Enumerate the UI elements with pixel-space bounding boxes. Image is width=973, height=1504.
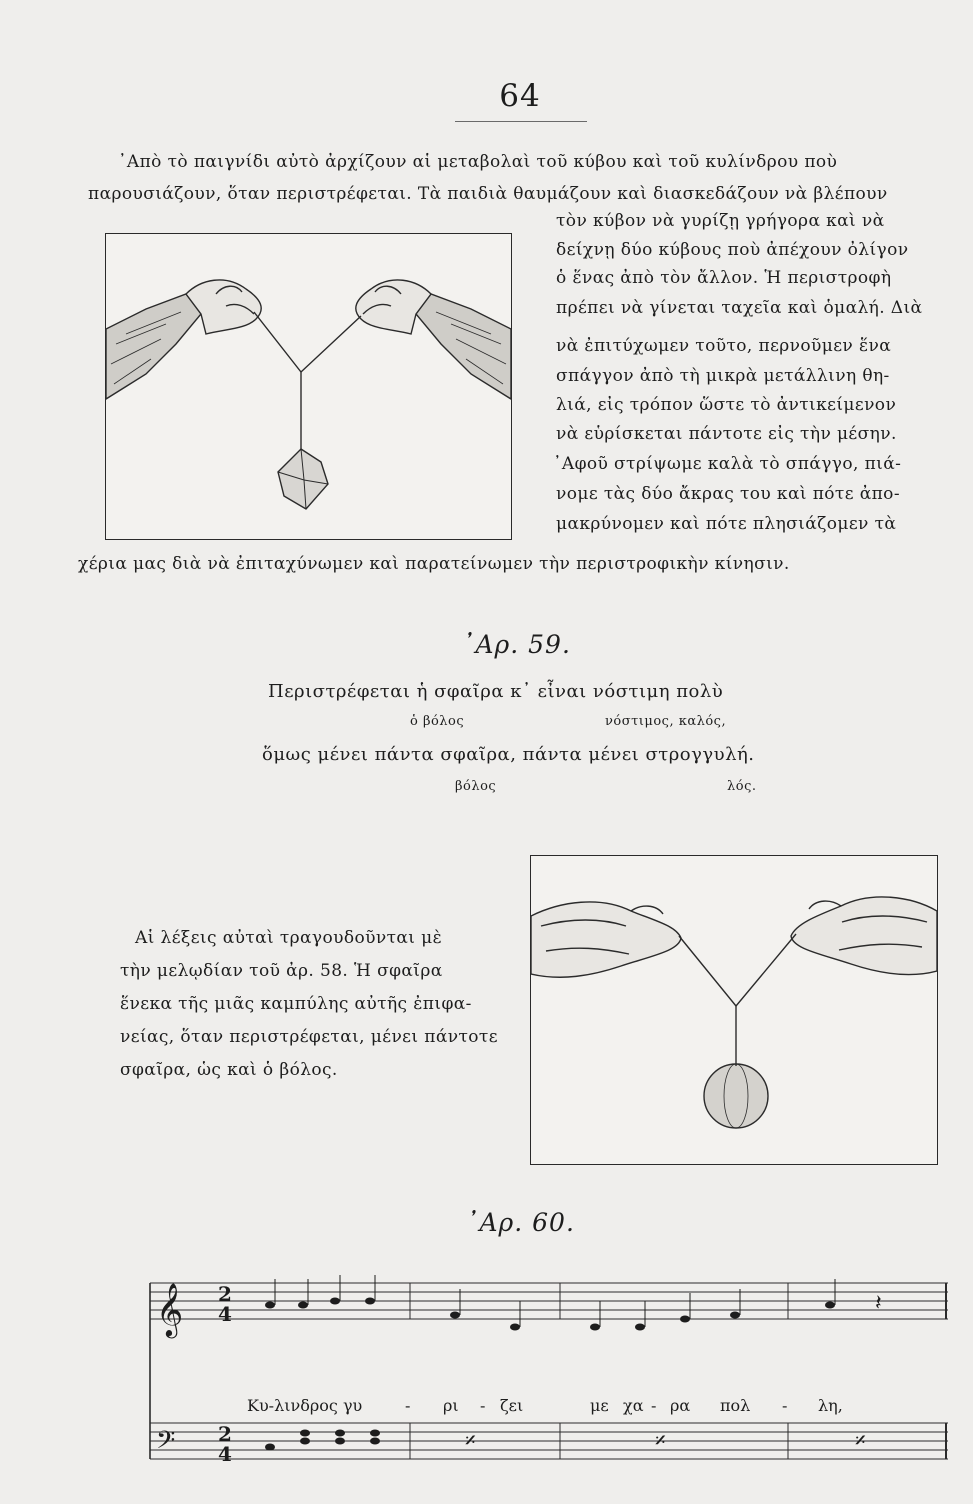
intro-line-4: δείχνῃ δύο κύβους ποὺ ἀπέχουν ὀλίγον [556, 240, 909, 260]
lyric-2: - [405, 1396, 411, 1415]
quarter-rest-icon: 𝄽 [875, 1291, 882, 1316]
music-notation [120, 1255, 953, 1500]
measure-repeat-icon-1: 𝄎 [465, 1429, 476, 1454]
measure-repeat-icon-3: 𝄎 [855, 1429, 866, 1454]
song-59-gloss-1b: νόστιμος, καλός, [605, 714, 727, 729]
song-59-verse-1: Περιστρέφεται ἡ σφαῖρα κ᾿ εἶναι νόστιμη πολὺ [268, 681, 724, 702]
lyric-9: ρα [670, 1396, 691, 1415]
lyric-10: πολ [720, 1396, 751, 1415]
intro-line-10: νὰ εὑρίσκεται πάντοτε εἰς τὴν μέσην. [556, 424, 897, 444]
sphere-spinning-figure [530, 855, 938, 1165]
page-number-rule [455, 121, 587, 122]
intro-line-6: πρέπει νὰ γίνεται ταχεῖα καὶ ὁμαλή. Διὰ [556, 298, 923, 318]
note-line-4: νείας, ὅταν περιστρέφεται, μένει πάντοτε [120, 1027, 498, 1047]
intro-line-9: λιά, εἰς τρόπον ὥστε τὸ ἀντικείμενον [556, 395, 897, 415]
lyric-1: Κυ-λινδρος γυ [247, 1396, 363, 1415]
lyric-12: λη, [818, 1396, 843, 1415]
intro-line-7: νὰ ἐπιτύχωμεν τοῦτο, περνοῦμεν ἕνα [556, 336, 892, 356]
bass-clef-icon: 𝄢 [156, 1426, 176, 1461]
intro-line-12: νομε τὰς δύο ἄκρας του καὶ πότε ἀπο- [556, 484, 900, 504]
lyric-4: - [480, 1396, 486, 1415]
intro-line-11: ᾿Αφοῦ στρίψωμε καλὰ τὸ σπάγγο, πιά- [553, 454, 902, 474]
note-line-1: Αἱ λέξεις αὐταὶ τραγουδοῦνται μὲ [135, 928, 443, 948]
page-number: 64 [499, 78, 541, 114]
note-line-3: ἕνεκα τῆς μιᾶς καμπύλης αὐτῆς ἐπιφα- [120, 994, 472, 1014]
song-59-gloss-2b: λός. [727, 779, 757, 794]
music-score [120, 1255, 953, 1500]
lyric-11: - [782, 1396, 788, 1415]
intro-line-8: σπάγγον ἀπὸ τὴ μικρὰ μετάλλινη θη- [556, 366, 890, 386]
measure-repeat-icon-2: 𝄎 [655, 1429, 666, 1454]
intro-line-2: παρουσιάζουν, ὅταν περιστρέφεται. Τὰ παιδιὰ θαυμάζουν καὶ διασκεδάζουν νὰ βλέπουν [88, 184, 888, 204]
lyric-6: με [590, 1396, 609, 1415]
note-line-5: σφαῖρα, ὡς καὶ ὁ βόλος. [120, 1060, 338, 1080]
bass-time-top: 2 [218, 1422, 232, 1446]
cube-spinning-figure [105, 233, 512, 540]
intro-line-13: μακρύνομεν καὶ πότε πλησιάζομεν τὰ [556, 514, 897, 534]
intro-line-1: ᾿Απὸ τὸ παιγνίδι αὐτὸ ἀρχίζουν αἱ μεταβολαὶ τοῦ κύβου καὶ τοῦ κυλίνδρου ποὺ [118, 152, 838, 172]
lyric-3: ρι [443, 1396, 459, 1415]
note-line-2: τὴν μελῳδίαν τοῦ ἀρ. 58. Ἡ σφαῖρα [120, 961, 443, 981]
song-60-heading: ᾿Αρ. 60. [466, 1208, 575, 1237]
intro-line-3: τὸν κύβον νὰ γυρίζῃ γρήγορα καὶ νὰ [556, 211, 885, 231]
lyric-7: χα [623, 1396, 644, 1415]
treble-time-top: 2 [218, 1282, 232, 1306]
lyric-8: - [651, 1396, 657, 1415]
hands-string-sphere-illustration [531, 856, 937, 1164]
lyric-5: ζει [500, 1396, 524, 1415]
song-59-gloss-1a: ὁ βόλος [410, 714, 465, 729]
treble-time-bottom: 4 [218, 1302, 232, 1326]
song-59-heading: ᾿Αρ. 59. [462, 630, 571, 659]
song-59-verse-2: ὅμως μένει πάντα σφαῖρα, πάντα μένει στρογγυλή. [262, 744, 755, 765]
song-59-gloss-2a: βόλος [455, 779, 497, 794]
bass-time-bottom: 4 [218, 1442, 232, 1466]
hands-string-cube-illustration [106, 234, 511, 539]
intro-line-5: ὁ ἕνας ἀπὸ τὸν ἄλλον. Ἡ περιστροφὴ [556, 268, 892, 288]
intro-line-14: χέρια μας διὰ νὰ ἐπιταχύνωμεν καὶ παρατείνωμεν τὴν περιστροφικὴν κίνησιν. [78, 554, 790, 574]
treble-clef-icon: 𝄞 [156, 1282, 184, 1336]
